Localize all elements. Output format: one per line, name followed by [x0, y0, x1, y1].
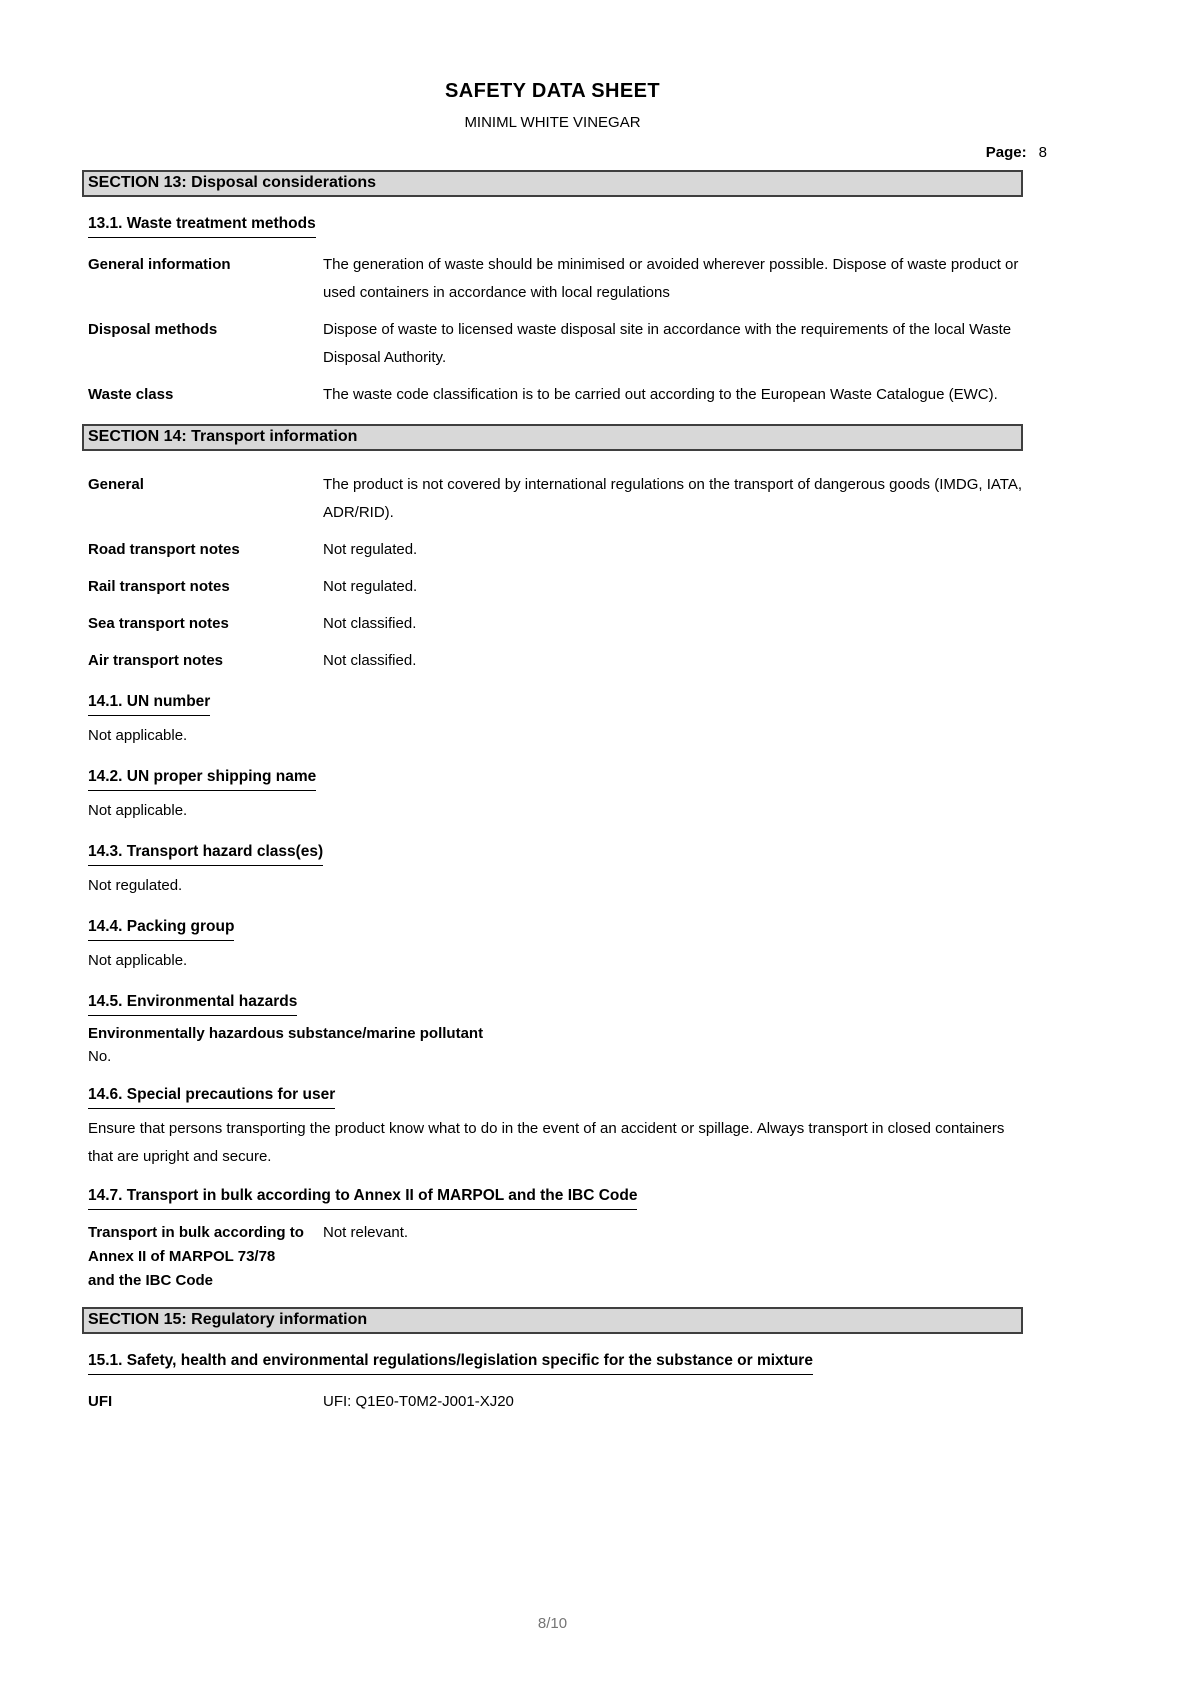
row-label [88, 1221, 323, 1293]
page-label: Page: [985, 144, 1027, 161]
subsection-13-1 [82, 214, 1023, 238]
bulk-label-line-3: and the IBC Code [88, 1272, 214, 1289]
row-value: Not regulated. [323, 578, 418, 595]
row-label: Air transport notes [88, 652, 224, 669]
row-label: Waste class [88, 386, 174, 403]
row-value: Dispose of waste to licensed waste disposal site in accordance with the requirements of the local Waste Disposal Authority. [323, 321, 1012, 366]
row-label: Sea transport notes [88, 615, 229, 632]
footer-page-indicator: 8/10 [537, 1615, 568, 1632]
row-value: Not regulated. [323, 541, 418, 558]
subsection-14-2-heading: 14.2. UN proper shipping name [88, 767, 316, 791]
section-15-header-bar [82, 1307, 1023, 1334]
subsection-13-1-heading: 13.1. Waste treatment methods [88, 214, 316, 238]
environmental-hazard-sublabel: Environmentally hazardous substance/marine pollutant [88, 1025, 484, 1042]
document-title: SAFETY DATA SHEET [445, 80, 660, 102]
row-value: The waste code classification is to be carried out according to the European Waste Catalogue (EWC). [323, 386, 998, 403]
section-15-title: SECTION 15: Regulatory information [88, 1311, 368, 1328]
row-sea-transport-notes [82, 610, 1023, 638]
subsection-14-1-heading: 14.1. UN number [88, 692, 210, 716]
bulk-label-line-1: Transport in bulk according to [88, 1224, 304, 1241]
row-value: Not relevant. [323, 1224, 409, 1241]
environmental-hazard-answer: No. [88, 1048, 112, 1065]
subsection-14-4 [82, 917, 1023, 941]
subsection-15-1-heading: 15.1. Safety, health and environmental regulations/legislation specific for the substance or mixture [88, 1351, 813, 1375]
row-waste-class [82, 381, 1023, 409]
subsection-14-3-body: Not regulated. [88, 877, 183, 894]
subsection-15-1 [82, 1351, 1023, 1375]
page-number: 8 [1038, 144, 1047, 161]
subsection-14-6-body: Ensure that persons transporting the product know what to do in the event of an accident or spillage. Always transport in closed containers that are upright and secure. [88, 1120, 1005, 1165]
row-disposal-methods [82, 316, 1023, 372]
section-13-title: SECTION 13: Disposal considerations [88, 174, 377, 191]
row-transport-in-bulk [82, 1221, 1023, 1293]
subsection-14-3 [82, 842, 1023, 866]
row-transport-general [82, 471, 1023, 527]
row-air-transport-notes [82, 647, 1023, 675]
row-rail-transport-notes [82, 573, 1023, 601]
subsection-14-6 [82, 1085, 1023, 1109]
row-label: General [88, 476, 144, 493]
row-general-information [82, 251, 1023, 307]
row-value: Not classified. [323, 652, 417, 669]
row-value: UFI: Q1E0-T0M2-J001-XJ20 [323, 1393, 514, 1410]
row-value: The generation of waste should be minimised or avoided wherever possible. Dispose of waste product or used containers in accordance with local regulations [323, 256, 1019, 301]
row-value: The product is not covered by international regulations on the transport of dangerous goods (IMDG, IATA, ADR/RID). [323, 476, 1022, 521]
row-label: General information [88, 256, 231, 273]
row-label: Disposal methods [88, 321, 218, 338]
row-road-transport-notes [82, 536, 1023, 564]
subsection-14-2-body: Not applicable. [88, 802, 188, 819]
row-value: Not classified. [323, 615, 417, 632]
bulk-label-line-2: Annex II of MARPOL 73/78 [88, 1248, 276, 1265]
subsection-14-5 [82, 992, 1023, 1016]
subsection-14-4-body: Not applicable. [88, 952, 188, 969]
section-13-header-bar [82, 170, 1023, 197]
document-body [82, 0, 1047, 1416]
row-ufi [82, 1388, 1023, 1416]
row-label: UFI [88, 1393, 113, 1410]
subsection-14-1 [82, 692, 1023, 716]
subsection-14-4-heading: 14.4. Packing group [88, 917, 234, 941]
subsection-14-7 [82, 1186, 1023, 1210]
subsection-14-5-body [82, 1022, 1023, 1068]
subsection-14-6-heading: 14.6. Special precautions for user [88, 1085, 335, 1109]
row-label: Rail transport notes [88, 578, 230, 595]
product-name: MINIML WHITE VINEGAR [464, 114, 641, 131]
row-label: Road transport notes [88, 541, 240, 558]
subsection-14-3-heading: 14.3. Transport hazard class(es) [88, 842, 323, 866]
page-indicator-row [82, 144, 1047, 161]
subsection-14-7-heading: 14.7. Transport in bulk according to Annex II of MARPOL and the IBC Code [88, 1186, 637, 1210]
subsection-14-5-heading: 14.5. Environmental hazards [88, 992, 297, 1016]
section-14-header-bar [82, 424, 1023, 451]
section-14-title: SECTION 14: Transport information [88, 428, 358, 445]
subsection-14-2 [82, 767, 1023, 791]
subsection-14-1-body: Not applicable. [88, 727, 188, 744]
